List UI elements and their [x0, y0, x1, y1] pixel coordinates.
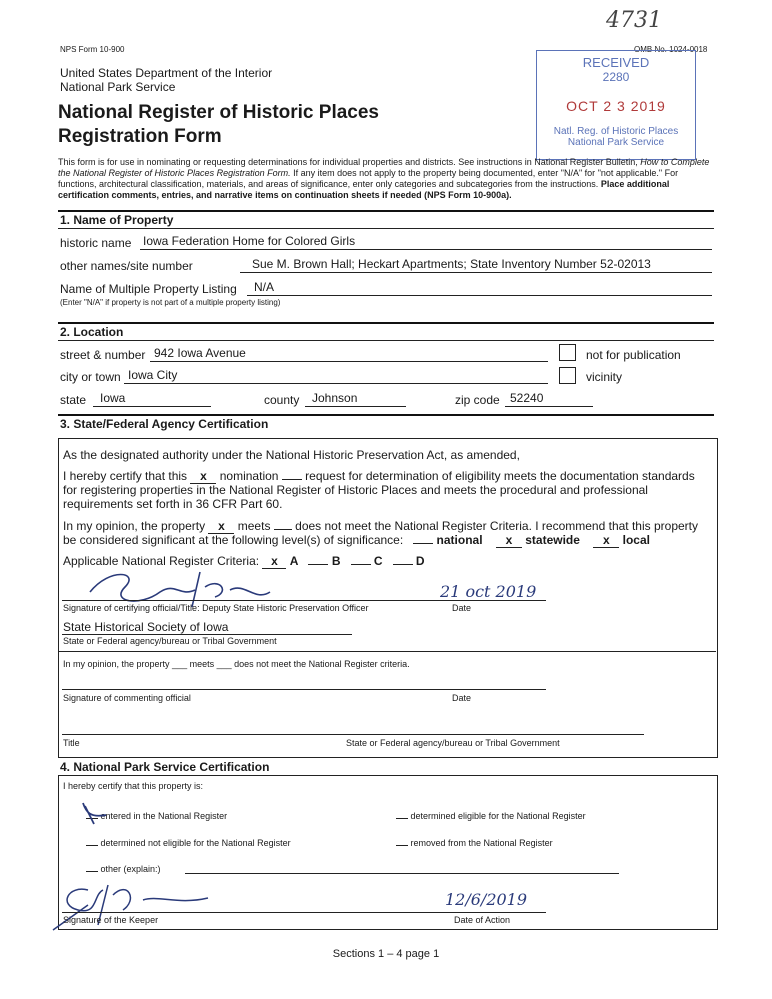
multiple-listing-line: [247, 279, 712, 296]
instructions-2a: to Complete the National Register of Historic Places Registration Form.: [58, 157, 710, 178]
certifying-date-value: 21 oct 2019: [440, 582, 537, 601]
stamp-received: RECEIVED: [582, 55, 650, 70]
historic-name-value[interactable]: Iowa Federation Home for Colored Girls: [143, 234, 356, 248]
vicinity-label: vicinity: [586, 370, 623, 384]
instructions-4a: instructions.: [550, 179, 599, 189]
date-label: Date: [452, 603, 472, 613]
national-label: national: [436, 533, 483, 547]
keeper-label: Signature of the Keeper: [63, 915, 159, 925]
opinion2-text: In my opinion, the property ___ meets ___ does not meet the National Register criteria.: [63, 659, 410, 669]
certify-line: [63, 469, 695, 484]
agency-value[interactable]: State Historical Society of Iowa: [63, 620, 229, 634]
action-date-value: 12/6/2019: [445, 890, 528, 909]
det-eligible-mark[interactable]: [396, 818, 408, 819]
action-date-label: Date of Action: [454, 915, 511, 925]
zip-line: [505, 390, 593, 407]
instructions-2b: If any item does not apply to the property being documented, enter "N/A" for: [290, 168, 596, 178]
section1-underline: [58, 228, 714, 229]
stamp-date: OCT 2 3 2019: [566, 98, 666, 114]
street-label: street & number: [60, 348, 146, 362]
certify-b: nomination: [219, 469, 279, 483]
significance-line: [63, 533, 650, 548]
instructions-4b: Place additional certification comments, entries, and narrative items on continuation sheets if needed (NPS Form 10-900a).: [58, 179, 670, 200]
form-number: NPS Form 10-900: [60, 45, 125, 54]
certify-a: I hereby certify that this: [63, 469, 188, 483]
det-not-mark[interactable]: [86, 845, 98, 846]
other-names-label: other names/site number: [60, 259, 193, 273]
removed-option[interactable]: [396, 838, 553, 848]
removed-mark[interactable]: [396, 845, 408, 846]
criteria-a: A: [289, 554, 299, 568]
nomination-mark[interactable]: x: [190, 469, 216, 484]
opinion-a: In my opinion, the property: [63, 519, 206, 533]
criteria-b-mark[interactable]: [308, 564, 328, 565]
title-line: [62, 734, 644, 735]
date-label-2: Date: [452, 693, 472, 703]
request-mark[interactable]: [282, 479, 302, 480]
form-subtitle: Registration Form: [58, 126, 222, 147]
statewide-mark[interactable]: x: [496, 533, 522, 548]
instructions-1b: How: [640, 157, 659, 167]
agency-label: State or Federal agency/bureau or Tribal Government: [63, 636, 277, 646]
det-not-label: determined not eligible for the National Register: [100, 838, 291, 848]
section2-rule: [58, 322, 714, 324]
received-stamp: [536, 50, 696, 160]
stamp-line1: Natl. Reg. of Historic Places: [553, 126, 679, 137]
form-title: National Register of Historic Places: [58, 102, 379, 123]
signature-label: Signature of certifying official/Title: Deputy State Historic Preservation Officer: [63, 603, 369, 613]
removed-label: removed from the National Register: [410, 838, 553, 848]
criteria-d-mark[interactable]: [393, 564, 413, 565]
vicinity-checkbox[interactable]: [559, 367, 576, 384]
other-names-value[interactable]: Sue M. Brown Hall; Heckart Apartments; State Inventory Number 52-02013: [252, 257, 651, 271]
zip-label: zip code: [455, 393, 500, 407]
stamp-code: 2280: [602, 70, 630, 84]
section3-divider: [58, 651, 716, 652]
section4-certify: I hereby certify that this property is:: [63, 781, 204, 791]
opinion-c: does not meet the National Register Criteria. I recommend that this property: [295, 519, 698, 533]
instructions-1a: This form is for use in nominating or requesting determinations for individual properties and districts. See instructions in National Register Bulletin,: [58, 157, 638, 167]
agency-label-2: State or Federal agency/bureau or Tribal Government: [346, 738, 560, 748]
omb-number: OMB No. 1024-0018: [634, 45, 708, 54]
section3-title: 3. State/Federal Agency Certification: [60, 417, 269, 431]
zip-value[interactable]: 52240: [510, 391, 544, 405]
det-not-option[interactable]: [86, 838, 291, 848]
section2-underline: [58, 340, 714, 341]
department: United States Department of the Interior: [60, 66, 273, 80]
certify-line3: requirements set forth in 36 CFR Part 60.: [63, 497, 283, 511]
criteria-a-mark[interactable]: x: [262, 554, 286, 569]
multiple-listing-note: (Enter "N/A" if property is not part of a multiple property listing): [60, 298, 281, 307]
city-value[interactable]: Iowa City: [128, 368, 178, 382]
street-line: [150, 345, 548, 362]
instructions: [58, 157, 713, 201]
title-label: Title: [63, 738, 80, 748]
instructions-3: "not applicable." For functions, architectural classification, materials, and areas of significance, enter only categories and subcategories from the: [58, 168, 679, 189]
entered-label: entered in the National Register: [100, 811, 228, 821]
stamp-line2: National Park Service: [567, 137, 665, 148]
service: National Park Service: [60, 80, 176, 94]
keeper-signature: [48, 870, 228, 940]
city-line: [124, 367, 548, 384]
section2-title: 2. Location: [60, 325, 124, 339]
commenting-label: Signature of commenting official: [63, 693, 191, 703]
certify-c: request for determination of eligibility meets the documentation standards: [305, 469, 695, 483]
city-label: city or town: [60, 370, 121, 384]
statewide-label: statewide: [525, 533, 580, 547]
opinion-b: meets: [237, 519, 271, 533]
criteria-c-mark[interactable]: [351, 564, 371, 565]
page-footer: Sections 1 – 4 page 1: [332, 948, 440, 960]
criteria-d: D: [415, 554, 425, 568]
historic-name-line: [140, 233, 712, 250]
criteria-label: Applicable National Register Criteria:: [63, 554, 260, 568]
agency-line: [62, 634, 352, 635]
county-line: [305, 390, 406, 407]
authority-text: As the designated authority under the National Historic Preservation Act, as amended,: [63, 448, 520, 462]
meets-mark[interactable]: x: [208, 519, 234, 534]
other-names-line: [240, 256, 712, 273]
county-label: county: [264, 393, 300, 407]
local-mark[interactable]: x: [593, 533, 619, 548]
not-for-publication-label: not for publication: [586, 348, 681, 362]
det-eligible-label: determined eligible for the National Register: [410, 811, 586, 821]
signature-line: [62, 600, 546, 601]
commenting-line: [62, 689, 546, 690]
state-value[interactable]: Iowa: [100, 391, 126, 405]
county-value[interactable]: Johnson: [312, 391, 358, 405]
multiple-listing-label: Name of Multiple Property Listing: [60, 282, 237, 296]
multiple-listing-value[interactable]: N/A: [254, 280, 275, 294]
state-line: [93, 390, 211, 407]
criteria-c: C: [373, 554, 383, 568]
section1-title: 1. Name of Property: [60, 213, 174, 227]
does-not-meet-mark[interactable]: [274, 529, 292, 530]
section3-rule: [58, 414, 714, 416]
other-line: [185, 873, 619, 874]
opinion-line: [63, 519, 698, 534]
historic-name-label: historic name: [60, 236, 132, 250]
not-for-publication-checkbox[interactable]: [559, 344, 576, 361]
certify-line2: for registering properties in the National Register of Historic Places and meets the procedural and professional: [63, 483, 648, 497]
local-label: local: [622, 533, 650, 547]
state-label: state: [60, 393, 87, 407]
section4-title: 4. National Park Service Certification: [60, 760, 270, 774]
street-value[interactable]: 942 Iowa Avenue: [154, 346, 246, 360]
significance-text: be considered significant at the following level(s) of significance:: [63, 533, 404, 547]
section1-rule: [58, 210, 714, 212]
handwritten-number: 4731: [606, 8, 662, 33]
entered-checkmark: [82, 800, 110, 828]
keeper-line: [62, 912, 546, 913]
criteria-b: B: [331, 554, 341, 568]
other-label: other (explain:): [100, 864, 161, 874]
det-eligible-option[interactable]: [396, 811, 586, 821]
national-mark[interactable]: [413, 543, 433, 544]
